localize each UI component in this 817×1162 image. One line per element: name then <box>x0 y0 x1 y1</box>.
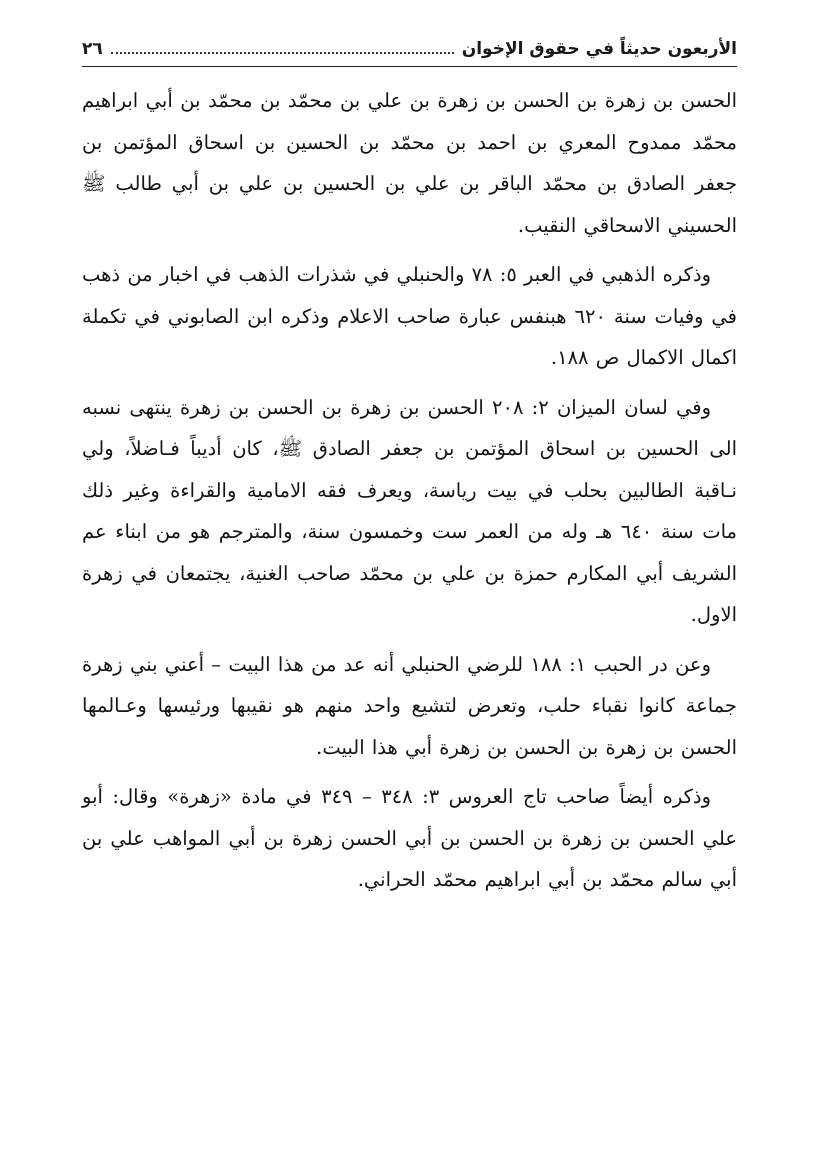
header-divider <box>82 66 737 67</box>
paragraph-lisan-al-mizan: وفي لسان الميزان ٢: ٢٠٨ الحسن بن زهرة بن الحسن بن زهرة ينتهى نسبه الى الحسين بن اسحاق المؤتمن بن جعفر الصادق ﷺ، كان أديباً فـاضلاً، ولي نـاقبة الطالبين بحلب في بيت رياسة، ويعرف فقه الامامية والقراءة وغير ذلك مات سنة ٦٤٠ هـ وله من العمر ست وخمسون سنة، والمترجم هو من ابناء عم الشريف أبي المكارم حمزة بن علي بن محمّد صاحب الغنية، يجتمعان في زهرة الاول. <box>82 395 737 626</box>
dot-leader <box>111 40 454 54</box>
book-title: الأربعون حديثاً في حقوق الإخوان <box>461 39 737 59</box>
paragraph-taj-al-arus: وذكره أيضاً صاحب تاج العروس ٣: ٣٤٨ – ٣٤٩ في مادة «زهرة» وقال: أبو علي الحسن بن زهرة بن الحسن بن أبي الحسن زهرة بن أبي المواهب علي بن أبي سالم محمّد بن أبي ابراهيم محمّد الحراني. <box>82 785 737 891</box>
page-number: ٢٦ <box>82 39 103 59</box>
running-header <box>82 34 737 64</box>
paragraph-durr-al-habab: وعن در الحبب ١: ١٨٨ للرضي الحنبلي أنه عد من هذا البيت – أعني بني زهرة جماعة كانوا نقباء حلب، وتعرض لتشيع واحد منهم هو نقيبها ورئيسها وعـالمها الحسن بن زهرة بن الحسن بن زهرة أبي هذا البيت. <box>82 652 737 759</box>
body-text <box>82 80 737 909</box>
paragraph-lineage: الحسن بن زهرة بن الحسن بن زهرة بن علي بن محمّد بن محمّد بن أبي ابراهيم محمّد ممدوح المعري بن احمد بن محمّد بن الحسين بن اسحاق المؤتمن بن جعفر الصادق بن محمّد الباقر بن علي بن الحسين بن علي بن أبي طالب ﷺ الحسيني الاسحاقي النقيب. <box>82 89 737 237</box>
paragraph-dhahabi: وذكره الذهبي في العبر ٥: ٧٨ والحنبلي في شذرات الذهب في اخبار من ذهب في وفيات سنة ٦٢٠ هبنفس عبارة صاحب الاعلام وذكره ابن الصابوني في تكملة اكمال الاكمال ص ١٨٨. <box>82 263 737 369</box>
